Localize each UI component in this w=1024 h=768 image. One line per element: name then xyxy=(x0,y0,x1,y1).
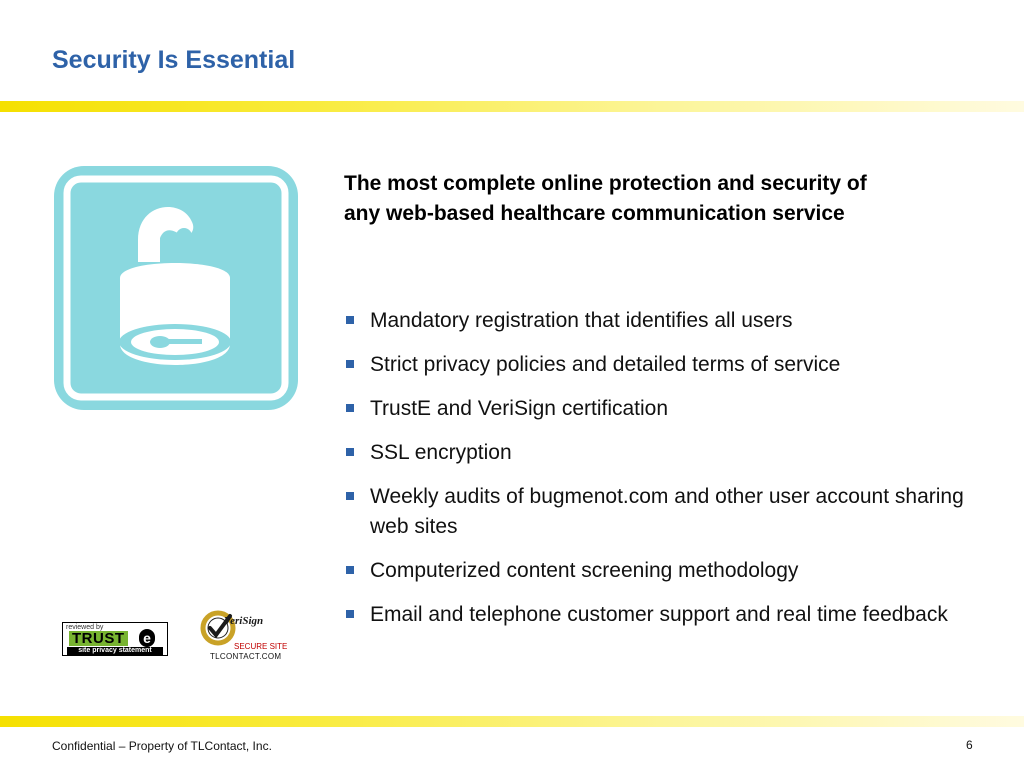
square-bullet-icon xyxy=(346,448,354,456)
verisign-brand-text: VeriSign xyxy=(224,615,264,627)
list-item xyxy=(344,306,984,336)
square-bullet-icon xyxy=(346,492,354,500)
list-item-text: Weekly audits of bugmenot.com and other user account sharing web sites xyxy=(370,485,964,538)
headline-text: The most complete online protection and security of any web-based healthcare communication service xyxy=(344,172,867,225)
truste-subtitle-text: site privacy statement xyxy=(67,647,163,655)
list-item xyxy=(344,350,984,380)
list-item xyxy=(344,394,984,424)
list-item-text: Mandatory registration that identifies all users xyxy=(370,309,793,332)
truste-brand-text: TRUST xyxy=(69,631,128,646)
feature-list xyxy=(344,306,984,644)
list-item xyxy=(344,556,984,586)
page-number: 6 xyxy=(966,738,973,752)
square-bullet-icon xyxy=(346,360,354,368)
bottom-divider-band xyxy=(0,716,1024,727)
verisign-secure-text: SECURE SITE xyxy=(234,642,288,651)
top-divider-band xyxy=(0,101,1024,112)
list-item xyxy=(344,600,984,630)
verisign-seal-badge[interactable] xyxy=(198,608,302,664)
square-bullet-icon xyxy=(346,404,354,412)
list-item-text: Email and telephone customer support and real time feedback xyxy=(370,603,948,626)
square-bullet-icon xyxy=(346,566,354,574)
list-item-text: SSL encryption xyxy=(370,441,512,464)
truste-reviewed-text: reviewed by xyxy=(66,624,104,631)
verisign-domain-text: TLCONTACT.COM xyxy=(210,652,282,661)
truste-e-logo-icon: e xyxy=(139,629,155,647)
list-item xyxy=(344,482,984,542)
unlocked-padlock-icon xyxy=(54,166,298,410)
truste-seal-badge[interactable] xyxy=(62,622,168,656)
list-item-text: Strict privacy policies and detailed terms of service xyxy=(370,353,841,376)
list-item-text: Computerized content screening methodology xyxy=(370,559,799,582)
list-item xyxy=(344,438,984,468)
footer-confidential: Confidential – Property of TLContact, Inc. xyxy=(52,739,272,753)
square-bullet-icon xyxy=(346,316,354,324)
list-item-text: TrustE and VeriSign certification xyxy=(370,397,669,420)
slide-title: Security Is Essential xyxy=(52,46,296,74)
square-bullet-icon xyxy=(346,610,354,618)
